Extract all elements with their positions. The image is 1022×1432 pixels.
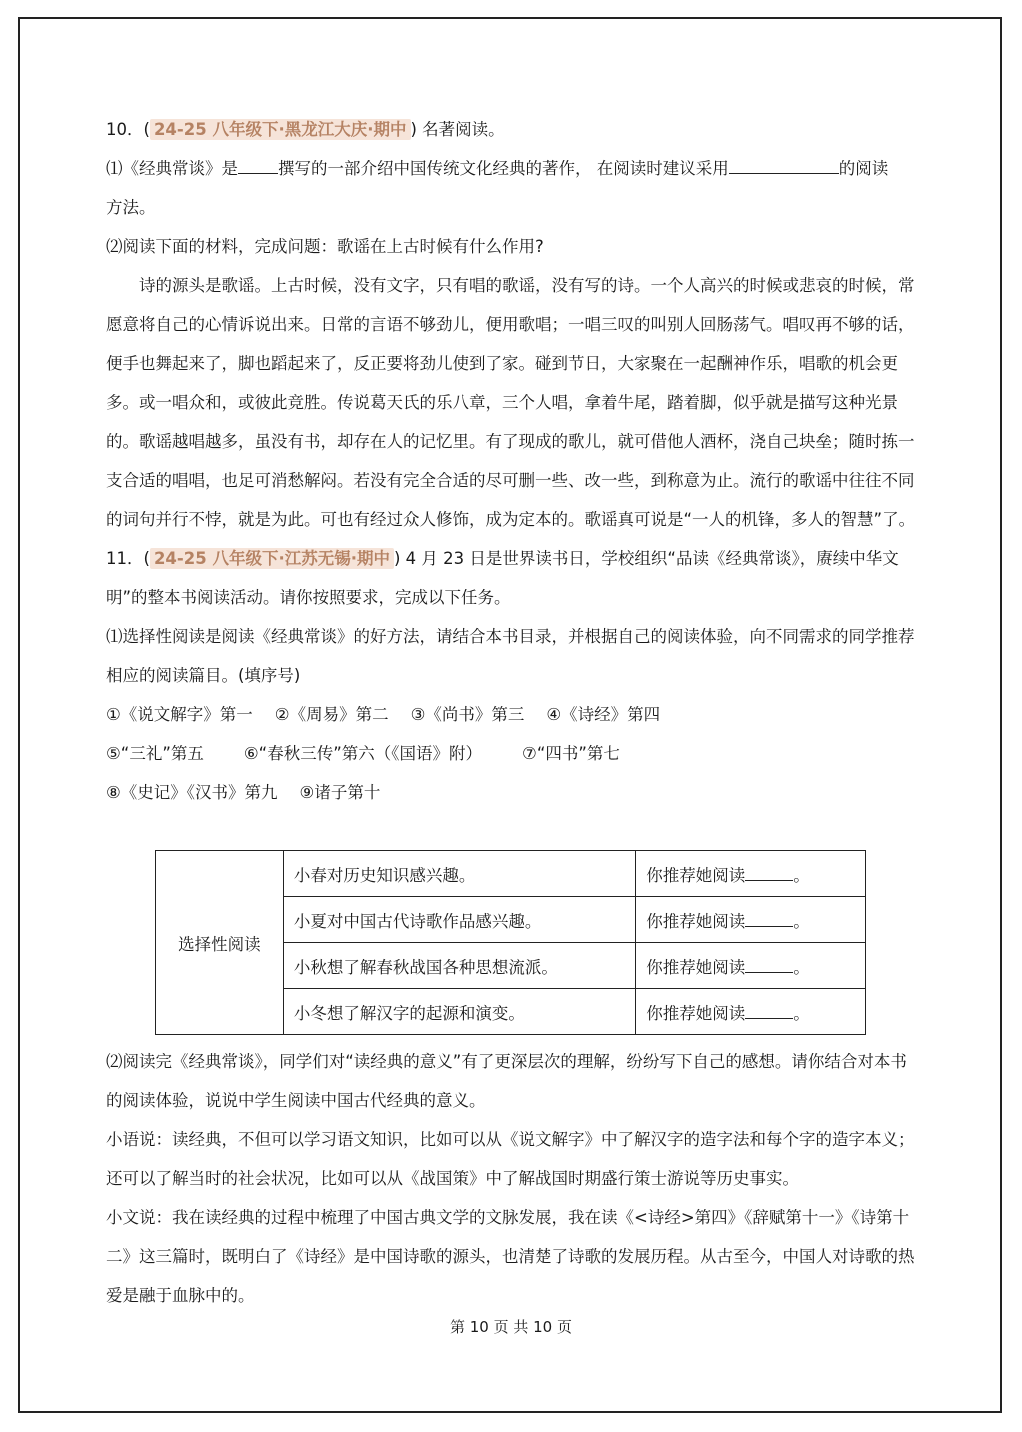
q10-p1-mid: 撰写的一部介绍中国传统文化经典的著作， 在阅读时建议采用 xyxy=(278,159,729,178)
table-answer-cell xyxy=(636,989,866,1035)
table-answer-cell xyxy=(636,851,866,897)
option-item: ⑥“春秋三传”第六（《国语》附） xyxy=(243,744,483,763)
q10-number: 10．( xyxy=(106,120,150,139)
answer-blank xyxy=(745,866,793,881)
table-ask-cell: 小夏对中国古代诗歌作品感兴趣。 xyxy=(283,897,635,943)
method-blank xyxy=(729,159,839,174)
reading-passage: 诗的源头是歌谣。上古时候，没有文字，只有唱的歌谣，没有写的诗。一个人高兴的时候或悲哀的时候，常愿意将自己的心情诉说出来。日常的言语不够劲儿，便用歌唱；一唱三叹的叫别人回肠荡气。唱叹再不够的话，便手也舞起来了，脚也蹈起来了，反正要将劲儿使到了家。碰到节日，大家聚在一起酬神作乐，唱歌的机会更多。或一唱众和，或彼此竞胜。传说葛天氏的乐八章，三个人唱，拿着牛尾，踏着脚，似乎就是描写这种光景的。歌谣越唱越多，虽没有书，却存在人的记忆里。有了现成的歌儿，就可借他人酒杯，浇自己块垒；随时拣一支合适的唱唱，也足可消愁解闷。若没有完全合适的尽可删一些、改一些，到称意为止。流行的歌谣中往往不同的词句并行不悖，就是为此。可也有经过众人修饰，成为定本的。歌谣真可说是“一人的机锋，多人的智慧”了。 xyxy=(106,276,916,529)
period: 。 xyxy=(793,1003,810,1023)
table-ask-cell: 小春对历史知识感兴趣。 xyxy=(283,851,635,897)
answer-blank xyxy=(745,912,793,927)
q10-p1-post: 的阅读 xyxy=(838,159,889,178)
options-row-2 xyxy=(106,734,918,773)
xiaowen-comment: 小文说：我在读经典的过程中梳理了中国古典文学的文脉发展，我在读《<诗经>第四》《辞赋第十一》《诗第十二》这三篇时，既明白了《诗经》是中国诗歌的源头，也清楚了诗歌的发展历程。从古至今，中国人对诗歌的热爱是融于血脉中的。 xyxy=(106,1208,915,1305)
answer-blank xyxy=(745,1004,793,1019)
options-row-1 xyxy=(106,695,918,734)
table-row xyxy=(156,851,866,897)
option-item: ⑧《史记》《汉书》第九 xyxy=(106,783,278,802)
q10-source-tag: 24-25 八年级下·黑龙江大庆·期中 xyxy=(150,119,411,140)
recommend-text: 你推荐她阅读 xyxy=(646,911,746,931)
q10-part2: ⑵阅读下面的材料，完成问题：歌谣在上古时候有什么作用? xyxy=(106,237,544,256)
option-item: ③《尚书》第三 xyxy=(410,705,525,724)
options-row-3 xyxy=(106,773,918,812)
q10-heading-text: ) 名著阅读。 xyxy=(410,120,505,139)
table-header-cell: 选择性阅读 xyxy=(156,851,284,1035)
q11-part2: ⑵阅读完《经典常谈》，同学们对“读经典的意义”有了更深层次的理解，纷纷写下自己的感想。请你结合对本书的阅读体验，说说中学生阅读中国古代经典的意义。 xyxy=(106,1052,907,1110)
option-item: ⑦“四书”第七 xyxy=(522,744,620,763)
option-item: ⑤“三礼”第五 xyxy=(106,744,204,763)
period: 。 xyxy=(793,865,810,885)
answer-blank xyxy=(745,958,793,973)
option-item: ④《诗经》第四 xyxy=(546,705,661,724)
q11-part1: ⑴选择性阅读是阅读《经典常谈》的好方法，请结合本书目录，并根据自己的阅读体验，向不同需求的同学推荐相应的阅读篇目。(填序号) xyxy=(106,627,915,685)
recommend-text: 你推荐她阅读 xyxy=(646,865,746,885)
question-area xyxy=(106,110,918,812)
q11-lower xyxy=(106,1042,918,1315)
table-ask-cell: 小冬想了解汉字的起源和演变。 xyxy=(283,989,635,1035)
xiaoyu-comment: 小语说：读经典，不但可以学习语文知识，比如可以从《说文解字》中了解汉字的造字法和每个字的造字本义；还可以了解当时的社会状况，比如可以从《战国策》中了解战国时期盛行策士游说等历史事实。 xyxy=(106,1130,915,1188)
recommend-text: 你推荐她阅读 xyxy=(646,957,746,977)
period: 。 xyxy=(793,957,810,977)
table-answer-cell xyxy=(636,943,866,989)
page-footer: 第 10 页 共 10 页 xyxy=(449,1318,572,1336)
q11-heading xyxy=(106,539,918,617)
option-item: ⑨诸子第十 xyxy=(299,783,381,802)
q10-p1-pre: ⑴《经典常谈》是 xyxy=(106,159,238,178)
option-item: ①《说文解字》第一 xyxy=(106,705,253,724)
selective-reading-table xyxy=(155,850,866,1035)
table-answer-cell xyxy=(636,897,866,943)
q11-intro: ) 4 月 23 日是世界读书日，学校组织“品读《经典常谈》，赓续中华文明”的整本书阅读活动。请你按照要求，完成以下任务。 xyxy=(106,549,899,607)
q10-p1-line2: 方法。 xyxy=(106,198,156,217)
option-item: ②《周易》第二 xyxy=(274,705,389,724)
recommend-text: 你推荐她阅读 xyxy=(646,1003,746,1023)
author-blank xyxy=(238,159,278,174)
q10-heading xyxy=(106,110,918,149)
period: 。 xyxy=(793,911,810,931)
q10-part1 xyxy=(106,149,918,188)
table-ask-cell: 小秋想了解春秋战国各种思想流派。 xyxy=(283,943,635,989)
q11-source-tag: 24-25 八年级下·江苏无锡·期中 xyxy=(150,548,394,569)
q11-number: 11．( xyxy=(106,549,150,568)
